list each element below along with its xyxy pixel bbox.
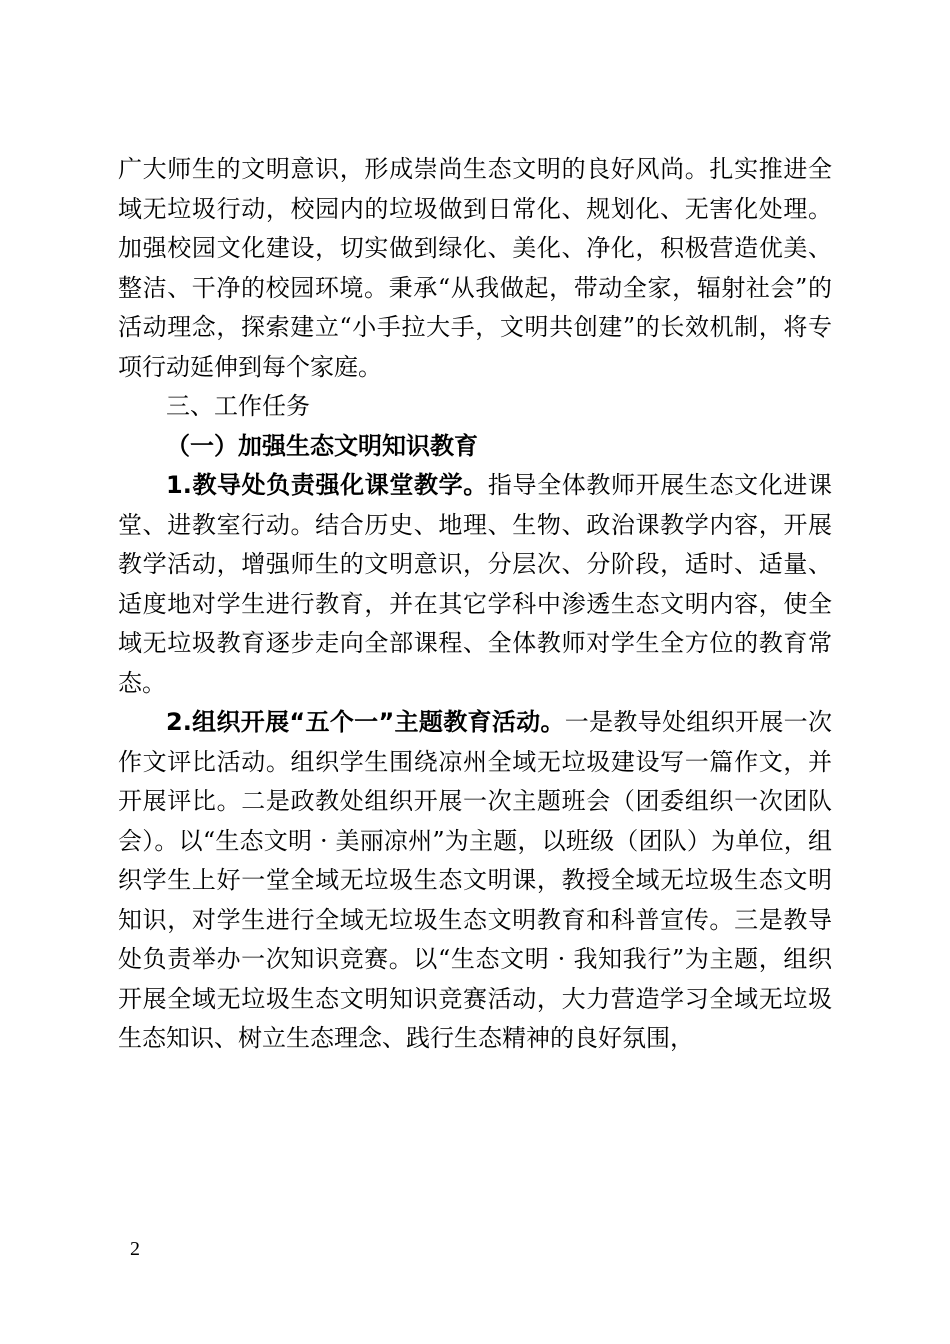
- intro-paragraph: 广大师生的文明意识，形成崇尚生态文明的良好风尚。扎实推进全域无垃圾行动，校园内的垃圾做到日常化、规划化、无害化处理。加强校园文化建设，切实做到绿化、美化、净化，积极营造优美、整洁、干净的校园环境。秉承“从我做起，带动全家，辐射社会”的活动理念，探索建立“小手拉大手，文明共创建”的长效机制，将专项行动延伸到每个家庭。: [118, 155, 832, 381]
- section-heading: 三、工作任务: [166, 392, 310, 420]
- item-1-body: 指导全体教师开展生态文化进课堂、进教室行动。结合历史、地理、生物、政治课教学内容，开展教学活动，增强师生的文明意识，分层次、分阶段，适时、适量、适度地对学生进行教育，并在其它学科中渗透生态文明内容，使全域无垃圾教育逐步走向全部课程、全体教师对学生全方位的教育常态。: [118, 471, 832, 697]
- item-2-paragraph: [118, 703, 832, 1059]
- item-1-title: 1.教导处负责强化课堂教学。: [166, 471, 488, 499]
- subsection-heading: （一）加强生态文明知识教育: [166, 431, 478, 460]
- item-1-paragraph: [118, 466, 832, 703]
- page-number: 2: [130, 1238, 140, 1260]
- item-2-body: 一是教导处组织开展一次作文评比活动。组织学生围绕凉州全域无垃圾建设写一篇作文，并开展评比。二是政教处组织开展一次主题班会（团委组织一次团队会）。以“生态文明 · 美丽凉州”为主题，以班级（团队）为单位，组织学生上好一堂全域无垃圾生态文明课，教授全域无垃圾生态文明知识，对学生进行全域无垃圾生态文明教育和科普宣传。三是教导处负责举办一次知识竞赛。以“生态文明 · 我知我行”为主题，组织开展全域无垃圾生态文明知识竞赛活动，大力营造学习全域无垃圾生态知识、树立生态理念、践行生态精神的良好氛围，: [118, 708, 832, 1052]
- item-2-title: 2.组织开展“五个一”主题教育活动。: [166, 708, 565, 736]
- document-body: [118, 150, 832, 1059]
